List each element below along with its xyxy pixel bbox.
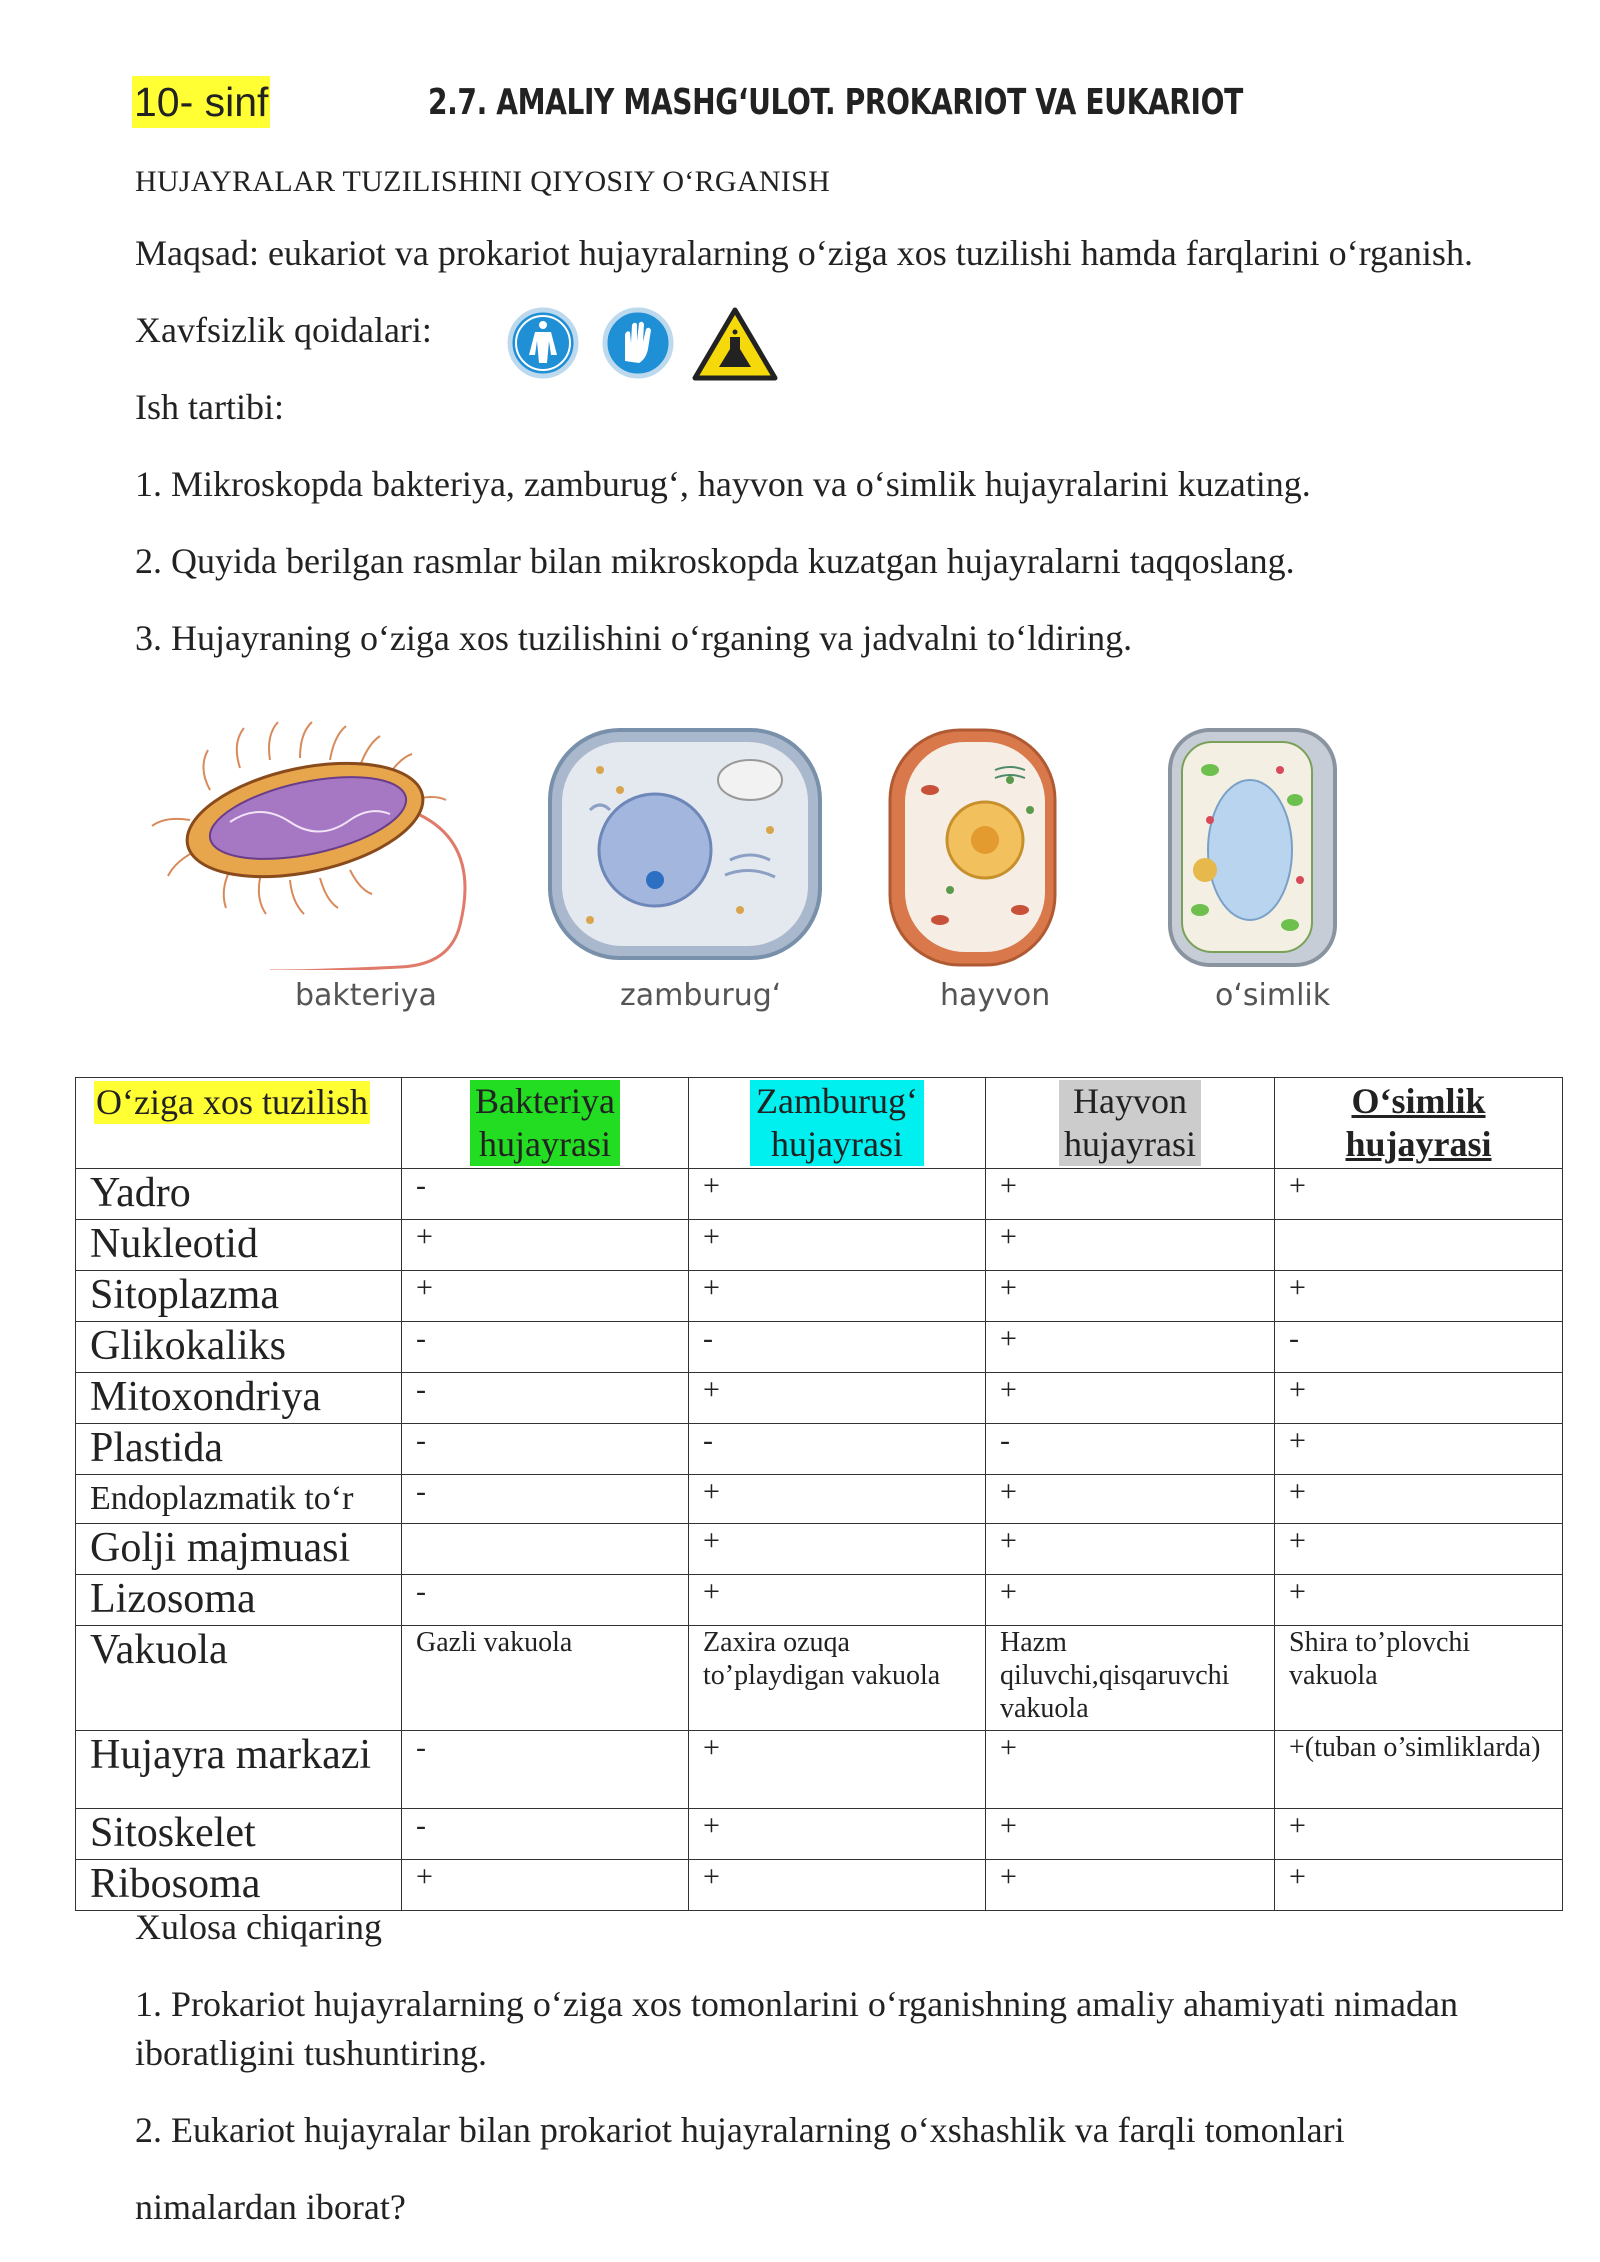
row-feature: Yadro [76, 1169, 402, 1220]
row-value [1275, 1220, 1563, 1271]
row-feature: Mitoxondriya [76, 1373, 402, 1424]
row-value: + [402, 1860, 689, 1911]
caption-plant: o‘simlik [1215, 978, 1331, 1013]
table-row [76, 1373, 1563, 1424]
row-value: + [689, 1169, 986, 1220]
row-value: + [689, 1860, 986, 1911]
row-value: - [402, 1731, 689, 1809]
procedure-label: Ish tartibi: [135, 387, 284, 427]
row-value: + [986, 1373, 1275, 1424]
lab-coat-icon [510, 310, 576, 376]
row-value: + [986, 1731, 1275, 1809]
row-value: + [689, 1475, 986, 1524]
question-1-line-2: iboratligini tushuntiring. [135, 2033, 487, 2073]
table-row [76, 1220, 1563, 1271]
table-row [76, 1731, 1563, 1809]
comparison-table [75, 1077, 1563, 1911]
row-value: Gazli vakuola [402, 1626, 689, 1731]
table-header-row [76, 1078, 1563, 1169]
row-value: + [986, 1322, 1275, 1373]
row-value: + [1275, 1373, 1563, 1424]
row-value: + [986, 1169, 1275, 1220]
row-value: - [402, 1169, 689, 1220]
row-value: - [402, 1322, 689, 1373]
row-feature: Plastida [76, 1424, 402, 1475]
row-value: + [689, 1809, 986, 1860]
row-value: + [986, 1524, 1275, 1575]
row-value: - [689, 1424, 986, 1475]
row-value: + [1275, 1524, 1563, 1575]
row-value: - [402, 1475, 689, 1524]
row-value: Hazm qiluvchi,qisqaruvchi vakuola [986, 1626, 1275, 1731]
row-feature: Sitoskelet [76, 1809, 402, 1860]
goal-text: Maqsad: eukariot va prokariot hujayralarning o‘ziga xos tuzilishi hamda farqlarini o‘rganish. [135, 233, 1473, 273]
step-1: 1. Mikroskopda bakteriya, zamburug‘, hayvon va o‘simlik hujayralarini kuzating. [135, 464, 1311, 504]
table-row [76, 1860, 1563, 1911]
bacterium-illustration [152, 722, 465, 970]
gloves-icon [605, 310, 671, 376]
row-value: + [402, 1220, 689, 1271]
table-row [76, 1424, 1563, 1475]
header-bacteria: Bakteriya hujayrasi [402, 1078, 689, 1169]
question-2-line-2: nimalardan iborat? [135, 2187, 406, 2227]
row-value: Zaxira ozuqa to’playdigan vakuola [689, 1626, 986, 1731]
row-value: + [1275, 1809, 1563, 1860]
caption-fungus: zamburug‘ [620, 978, 782, 1013]
table-row [76, 1809, 1563, 1860]
header-feature: O‘ziga xos tuzilish [76, 1078, 402, 1169]
row-feature: Ribosoma [76, 1860, 402, 1911]
caption-bacteria: bakteriya [295, 978, 437, 1013]
row-value: - [402, 1424, 689, 1475]
table-row [76, 1524, 1563, 1575]
row-value: + [1275, 1424, 1563, 1475]
row-value: + [986, 1271, 1275, 1322]
row-value: - [1275, 1322, 1563, 1373]
row-feature: Glikokaliks [76, 1322, 402, 1373]
header-animal: Hayvon hujayrasi [986, 1078, 1275, 1169]
row-value: + [986, 1860, 1275, 1911]
row-value: + [689, 1271, 986, 1322]
conclusion-label: Xulosa chiqaring [135, 1907, 382, 1947]
row-value: + [689, 1524, 986, 1575]
page-title: 2.7. AMALIY MASHG‘ULOT. PROKARIOT VA EUKARIOT [428, 82, 1243, 123]
row-value: + [1275, 1169, 1563, 1220]
row-value: +(tuban o’simliklarda) [1275, 1731, 1563, 1809]
row-feature: Nukleotid [76, 1220, 402, 1271]
chemical-hazard-icon [695, 310, 775, 378]
page-subtitle: HUJAYRALAR TUZILISHINI QIYOSIY O‘RGANISH [135, 165, 831, 198]
safety-icons [505, 305, 780, 385]
row-value: Shira to’plovchi vakuola [1275, 1626, 1563, 1731]
row-feature: Sitoplazma [76, 1271, 402, 1322]
table-row [76, 1475, 1563, 1524]
row-feature: Endoplazmatik to‘r [76, 1475, 402, 1524]
row-feature: Hujayra markazi [76, 1731, 402, 1809]
row-value: + [986, 1475, 1275, 1524]
row-value: + [689, 1575, 986, 1626]
caption-animal: hayvon [940, 978, 1051, 1013]
table-row [76, 1626, 1563, 1731]
row-value: + [1275, 1475, 1563, 1524]
row-value: + [402, 1271, 689, 1322]
row-feature: Lizosoma [76, 1575, 402, 1626]
row-feature: Vakuola [76, 1626, 402, 1731]
fungal-cell-illustration [550, 730, 820, 958]
row-value: - [689, 1322, 986, 1373]
grade-label: 10- sinf [132, 76, 270, 128]
question-2-line-1: 2. Eukariot hujayralar bilan prokariot hujayralarning o‘xshashlik va farqli tomonlari [135, 2110, 1345, 2150]
row-feature: Golji majmuasi [76, 1524, 402, 1575]
row-value: + [986, 1575, 1275, 1626]
row-value: + [689, 1220, 986, 1271]
row-value: - [402, 1373, 689, 1424]
safety-label: Xavfsizlik qoidalari: [135, 310, 432, 350]
row-value: + [986, 1809, 1275, 1860]
header-fungus: Zamburug‘ hujayrasi [689, 1078, 986, 1169]
row-value: - [402, 1809, 689, 1860]
row-value: + [1275, 1575, 1563, 1626]
row-value: + [689, 1373, 986, 1424]
header-plant: O‘simlik hujayrasi [1275, 1078, 1563, 1169]
table-row [76, 1271, 1563, 1322]
row-value: + [689, 1731, 986, 1809]
row-value: - [402, 1575, 689, 1626]
row-value: + [1275, 1860, 1563, 1911]
row-value: + [1275, 1271, 1563, 1322]
row-value: - [986, 1424, 1275, 1475]
row-value: + [986, 1220, 1275, 1271]
step-2: 2. Quyida berilgan rasmlar bilan mikroskopda kuzatgan hujayralarni taqqoslang. [135, 541, 1295, 581]
step-3: 3. Hujayraning o‘ziga xos tuzilishini o‘rganing va jadvalni to‘ldiring. [135, 618, 1133, 658]
plant-cell-illustration [1170, 730, 1335, 965]
table-row [76, 1322, 1563, 1373]
cell-illustrations [150, 710, 1390, 1030]
table-row [76, 1169, 1563, 1220]
row-value [402, 1524, 689, 1575]
question-1-line-1: 1. Prokariot hujayralarning o‘ziga xos tomonlarini o‘rganishning amaliy ahamiyati nimadan [135, 1984, 1459, 2024]
table-row [76, 1575, 1563, 1626]
animal-cell-illustration [890, 730, 1055, 965]
